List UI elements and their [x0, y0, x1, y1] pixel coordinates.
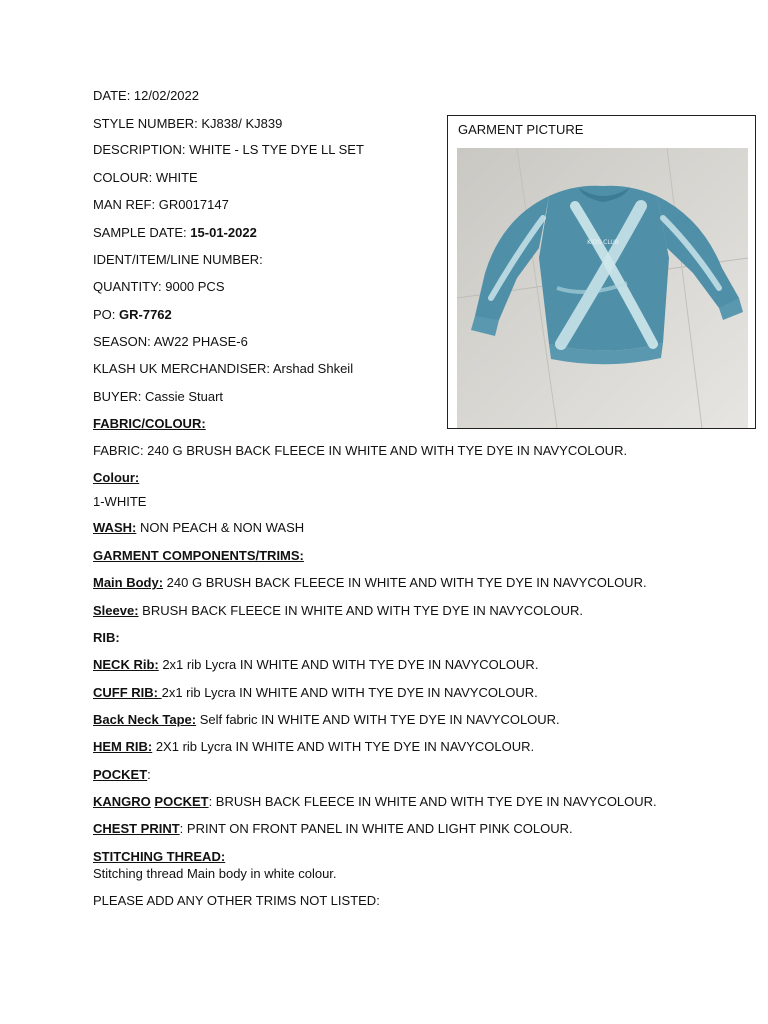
- chest-print-text: KIDS CLUB: [587, 239, 619, 246]
- ident-line: IDENT/ITEM/LINE NUMBER:: [93, 252, 263, 267]
- neck-rib-line: [93, 657, 538, 673]
- main-body-line: [93, 575, 647, 591]
- description-line: DESCRIPTION: WHITE - LS TYE DYE LL SET: [93, 142, 364, 157]
- garment-picture-box: [447, 115, 756, 429]
- buyer-line: BUYER: Cassie Stuart: [93, 389, 224, 404]
- fabric-line: FABRIC: 240 G BRUSH BACK FLEECE IN WHITE AND WITH TYE DYE IN NAVYCOLOUR.: [93, 443, 628, 458]
- rib-heading: RIB:: [93, 630, 120, 645]
- pocket-label: POCKET: [93, 767, 148, 782]
- sleeve-value: BRUSH BACK FLEECE IN WHITE AND WITH TYE DYE IN NAVYCOLOUR.: [138, 603, 584, 618]
- wash-label: WASH:: [93, 520, 137, 535]
- style-number-line: STYLE NUMBER: KJ838/ KJ839: [93, 116, 283, 131]
- colour-value: 1-WHITE: [93, 494, 147, 509]
- colour-line: COLOUR: WHITE: [93, 170, 198, 185]
- sleeve-label: Sleeve:: [93, 603, 139, 618]
- chest-print-label: CHEST PRINT: [93, 821, 180, 836]
- components-heading: GARMENT COMPONENTS/TRIMS:: [93, 548, 304, 563]
- main-body-value: 240 G BRUSH BACK FLEECE IN WHITE AND WITH TYE DYE IN NAVYCOLOUR.: [163, 575, 647, 590]
- cuff-rib-label: CUFF RIB:: [93, 685, 162, 700]
- chest-print-line: [93, 821, 573, 837]
- kangro-pocket-line: [93, 794, 657, 810]
- po-line: [93, 307, 172, 323]
- main-body-label: Main Body:: [93, 575, 164, 590]
- pocket-suffix: :: [147, 767, 151, 782]
- colour-heading: Colour:: [93, 470, 140, 485]
- chest-print-value: : PRINT ON FRONT PANEL IN WHITE AND LIGHT PINK COLOUR.: [179, 821, 573, 836]
- cuff-rib-value: 2x1 rib Lycra IN WHITE AND WITH TYE DYE IN NAVYCOLOUR.: [161, 685, 538, 700]
- hem-rib-label: HEM RIB:: [93, 739, 153, 754]
- hem-rib-value: 2X1 rib Lycra IN WHITE AND WITH TYE DYE IN NAVYCOLOUR.: [152, 739, 535, 754]
- garment-picture-caption: GARMENT PICTURE: [458, 122, 584, 137]
- sample-date-label: SAMPLE DATE:: [93, 225, 191, 240]
- garment-photo: [457, 148, 748, 428]
- man-ref-line: MAN REF: GR0017147: [93, 197, 229, 212]
- sleeve-line: [93, 603, 583, 619]
- pocket-line: [93, 767, 151, 783]
- neck-rib-value: 2x1 rib Lycra IN WHITE AND WITH TYE DYE IN NAVYCOLOUR.: [158, 657, 539, 672]
- merchandiser-line: KLASH UK MERCHANDISER: Arshad Shkeil: [93, 361, 354, 376]
- wash-line: [93, 520, 304, 536]
- date-line: DATE: 12/02/2022: [93, 88, 199, 103]
- po-value: GR-7762: [119, 307, 172, 322]
- hem-rib-line: [93, 739, 534, 755]
- back-neck-tape-value: Self fabric IN WHITE AND WITH TYE DYE IN NAVYCOLOUR.: [196, 712, 560, 727]
- kangro-pocket-value: : BRUSH BACK FLEECE IN WHITE AND WITH TYE DYE IN NAVYCOLOUR.: [208, 794, 657, 809]
- back-neck-tape-label: Back Neck Tape:: [93, 712, 197, 727]
- wash-value: NON PEACH & NON WASH: [136, 520, 305, 535]
- other-trims-line: PLEASE ADD ANY OTHER TRIMS NOT LISTED:: [93, 893, 380, 908]
- cuff-rib-line: [93, 685, 538, 701]
- kangro-pocket-label: POCKET: [154, 794, 209, 809]
- back-neck-tape-line: [93, 712, 560, 728]
- sample-date-line: [93, 225, 257, 241]
- po-label: PO:: [93, 307, 120, 322]
- neck-rib-label: NECK Rib:: [93, 657, 159, 672]
- stitching-thread-heading: STITCHING THREAD:: [93, 849, 226, 864]
- quantity-line: QUANTITY: 9000 PCS: [93, 279, 225, 294]
- fabric-colour-heading: FABRIC/COLOUR:: [93, 416, 206, 431]
- stitching-thread-value: Stitching thread Main body in white colour.: [93, 866, 337, 881]
- kangro-label: KANGRO: [93, 794, 151, 809]
- sample-date-value: 15-01-2022: [190, 225, 257, 240]
- season-line: SEASON: AW22 PHASE-6: [93, 334, 248, 349]
